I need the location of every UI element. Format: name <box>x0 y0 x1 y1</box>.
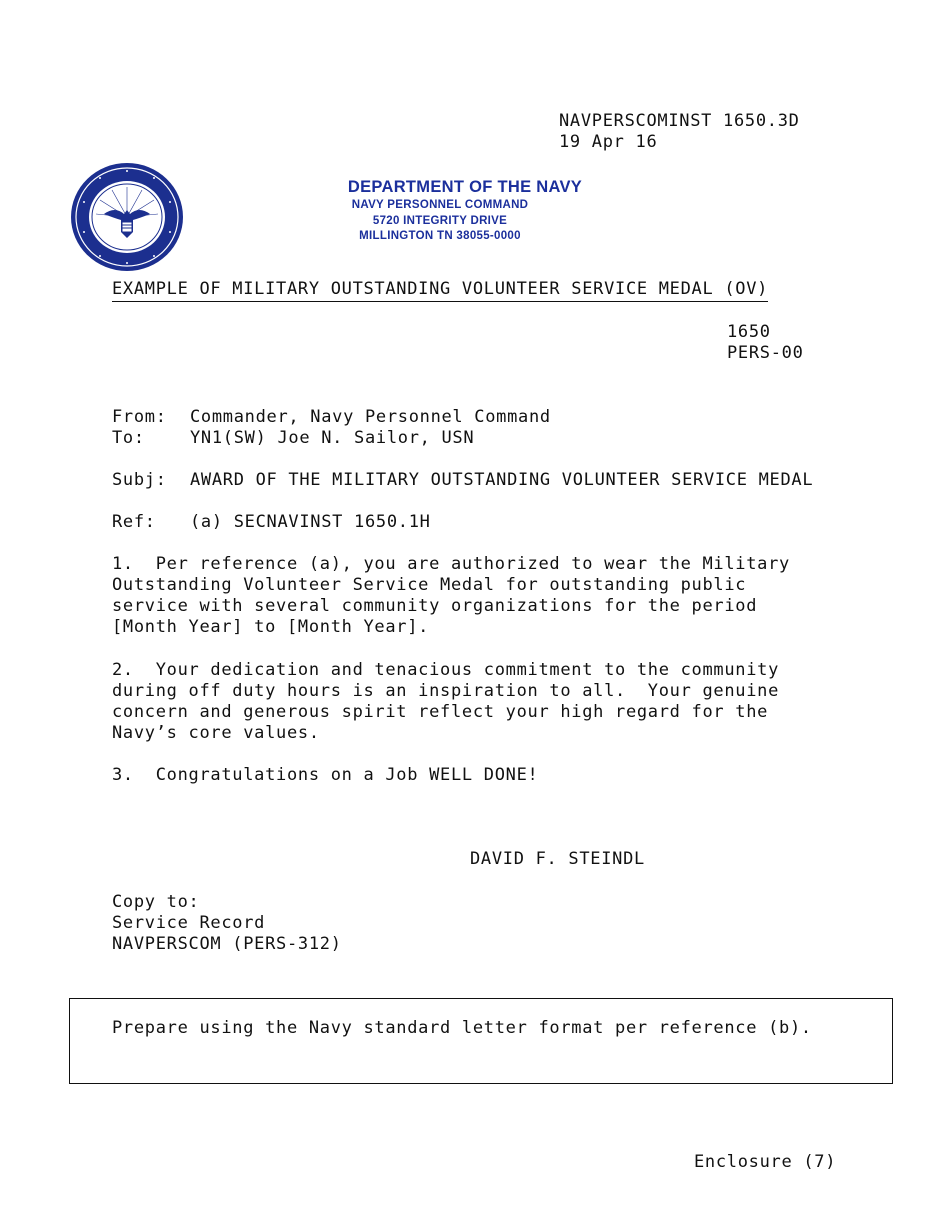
enclosure-label: Enclosure (7) <box>694 1152 837 1172</box>
subj-value: AWARD OF THE MILITARY OUTSTANDING VOLUNTEER SERVICE MEDAL <box>190 470 814 490</box>
example-title: EXAMPLE OF MILITARY OUTSTANDING VOLUNTEER SERVICE MEDAL (OV) <box>112 279 768 302</box>
letterhead-command: NAVY PERSONNEL COMMAND <box>351 199 529 211</box>
paragraph-1-line: [Month Year] to [Month Year]. <box>112 617 430 637</box>
instruction-number: NAVPERSCOMINST 1650.3D <box>559 111 800 131</box>
from-value: Commander, Navy Personnel Command <box>190 407 551 427</box>
letterhead-department: DEPARTMENT OF THE NAVY <box>347 178 583 196</box>
to-label: To: <box>112 428 145 448</box>
from-label: From: <box>112 407 167 427</box>
paragraph-1-line: service with several community organizations for the period <box>112 596 758 616</box>
instruction-date: 19 Apr 16 <box>559 132 658 152</box>
ref-label: Ref: <box>112 512 156 532</box>
letterhead <box>300 176 630 245</box>
signature: DAVID F. STEINDL <box>470 849 645 869</box>
paragraph-2-line: Navy’s core values. <box>112 723 320 743</box>
subj-label: Subj: <box>112 470 167 490</box>
ref-value: (a) SECNAVINST 1650.1H <box>190 512 431 532</box>
to-value: YN1(SW) Joe N. Sailor, USN <box>190 428 475 448</box>
copy-to-item: NAVPERSCOM (PERS-312) <box>112 934 342 954</box>
paragraph-1 <box>112 554 790 638</box>
letterhead-street: 5720 INTEGRITY DRIVE <box>372 214 508 227</box>
paragraph-2-line: concern and generous spirit reflect your high regard for the <box>112 702 769 722</box>
letterhead-city: MILLINGTON TN 38055-0000 <box>359 230 521 242</box>
paragraph-2-line: during off duty hours is an inspiration to all. Your genuine <box>112 681 780 701</box>
copy-to-item: Service Record <box>112 913 266 933</box>
paragraph-3: 3. Congratulations on a Job WELL DONE! <box>112 765 539 785</box>
instruction-note-box <box>69 998 893 1084</box>
paragraph-1-line: 1. Per reference (a), you are authorized to wear the Military <box>112 554 790 574</box>
copy-to-label: Copy to: <box>112 892 200 912</box>
ssic: 1650 <box>727 322 771 342</box>
dod-seal-icon <box>70 162 184 272</box>
instruction-note: Prepare using the Navy standard letter format per reference (b). <box>112 1018 812 1038</box>
paragraph-2-line: 2. Your dedication and tenacious commitment to the community <box>112 660 780 680</box>
paragraph-2 <box>112 660 779 744</box>
paragraph-1-line: Outstanding Volunteer Service Medal for outstanding public <box>112 575 747 595</box>
office-code: PERS-00 <box>727 343 804 363</box>
